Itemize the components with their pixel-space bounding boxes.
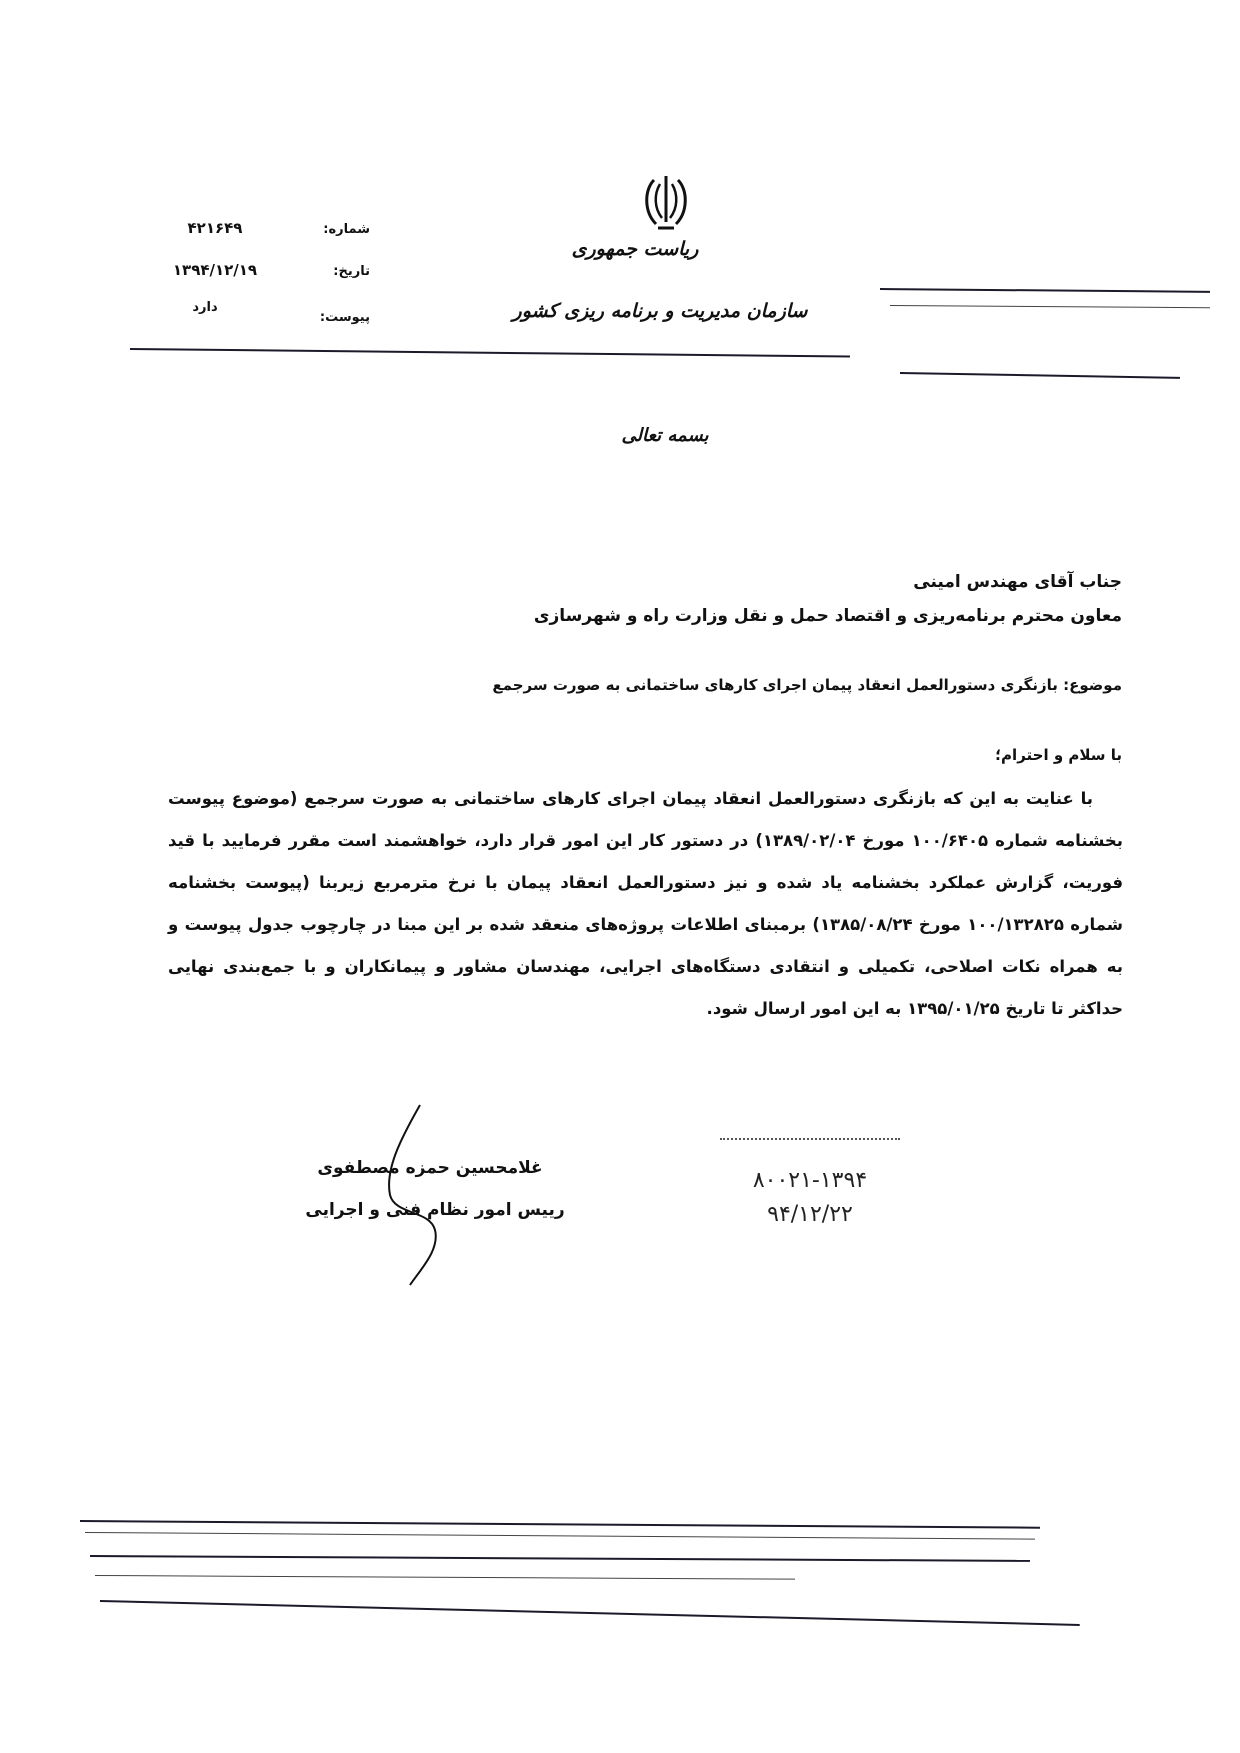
attachment-value: دارد [192, 300, 218, 315]
signatory-position: رییس امور نظام فنی و اجرایی [305, 1200, 565, 1220]
presidency-title: ریاست جمهوری [571, 238, 699, 260]
recipient-title: معاون محترم برنامه‌ریزی و اقتصاد حمل و نقل وزارت راه و شهرسازی [533, 606, 1122, 626]
registration-stamp [700, 1130, 920, 1240]
number-value: ۴۲۱۶۴۹ [187, 219, 243, 237]
recipient-name: جناب آقای مهندس امینی [913, 572, 1122, 592]
subject-line: موضوع: بازنگری دستورالعمل انعقاد پیمان اجرای کارهای ساختمانی به صورت سرجمع [492, 676, 1122, 694]
footer-line-5 [100, 1600, 1080, 1626]
greeting: با سلام و احترام؛ [995, 746, 1122, 764]
footer-line-2 [85, 1532, 1035, 1540]
header-divider-right-2 [890, 305, 1210, 308]
iran-emblem-logo [640, 172, 692, 232]
attachment-label: پیوست: [319, 310, 370, 325]
footer-line-1 [80, 1520, 1040, 1529]
header-divider-left [130, 348, 850, 358]
stamp-line-2: ۹۴/۱۲/۲۲ [767, 1202, 853, 1227]
date-label: تاریخ: [333, 264, 370, 279]
footer-line-4 [95, 1575, 795, 1580]
header-divider-far-right [900, 372, 1180, 379]
number-label: شماره: [323, 222, 370, 237]
organization-name: سازمان مدیریت و برنامه ریزی کشور [512, 300, 808, 322]
signatory-name: غلامحسین حمزه مصطفوی [317, 1158, 543, 1178]
signature-scribble [350, 1100, 490, 1290]
stamp-dots [720, 1138, 900, 1160]
date-value: ۱۳۹۴/۱۲/۱۹ [172, 261, 258, 279]
letter-body: با عنایت به این که بازنگری دستورالعمل انعقاد پیمان اجرای کارهای ساختمانی به صورت سرجمع (موضوع پیوست بخشنامه شماره ۱۰۰/۶۴۰۵ مورخ ۱۳۸۹/۰۲/۰۴) در دستور کار این امور قرار دارد، خواهشمند است مقرر فرمایید با قید فوریت، گزارش عملکرد بخشنامه یاد شده و نیز دستورالعمل انعقاد پیمان با نرخ مترمربع زیربنا (پیوست بخشنامه شماره ۱۰۰/۱۳۲۸۲۵ مورخ ۱۳۸۵/۰۸/۲۴) برمبنای اطلاعات پروژه‌های منعقد شده بر این مبنا در چارچوب جدول پیوست و به همراه نکات اصلاحی، تکمیلی و انتقادی دستگاه‌های اجرایی، مهندسان مشاور و پیمانکاران و با جمع‌بندی نهایی حداکثر تا تاریخ ۱۳۹۵/۰۱/۲۵ به این امور ارسال شود. [168, 789, 1124, 1018]
stamp-line-1: ۸۰۰۲۱-۱۳۹۴ [752, 1168, 868, 1193]
bismillah: بسمه تعالی [621, 425, 709, 446]
header-divider-right [880, 288, 1210, 293]
footer-line-3 [90, 1555, 1030, 1562]
